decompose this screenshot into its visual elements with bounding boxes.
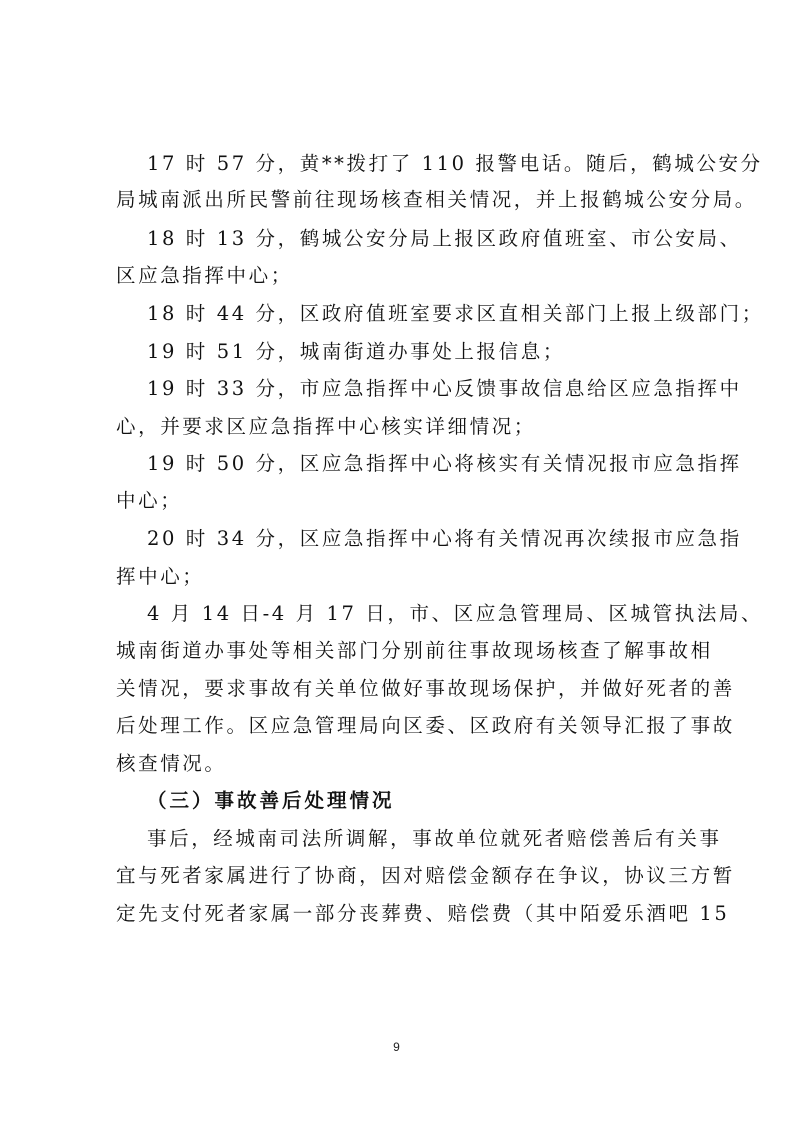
paragraph-line: 4 月 14 日-4 月 17 日，市、区应急管理局、区城管执法局、 xyxy=(147,602,764,625)
paragraph-line: 城南街道办事处等相关部门分别前往事故现场核查了解事故相 xyxy=(116,639,713,662)
paragraph-line: 宜与死者家属进行了协商，因对赔偿金额存在争议，协议三方暂 xyxy=(116,864,735,887)
paragraph-line: 定先支付死者家属一部分丧葬费、赔偿费（其中陌爱乐酒吧 15 xyxy=(116,902,730,925)
paragraph-line: 中心； xyxy=(116,489,183,512)
paragraph-line: 局城南派出所民警前往现场核查相关情况，并上报鹤城公安分局。 xyxy=(116,188,757,211)
paragraph-line: 19 时 50 分，区应急指挥中心将核实有关情况报市应急指挥 xyxy=(147,452,742,475)
paragraph-line: 19 时 33 分，市应急指挥中心反馈事故信息给区应急指挥中 xyxy=(147,377,742,400)
section-heading: （三）事故善后处理情况 xyxy=(147,789,395,812)
paragraph-line: 核查情况。 xyxy=(116,752,227,775)
paragraph-line: 区应急指挥中心； xyxy=(116,264,293,287)
paragraph-line: 事后，经城南司法所调解，事故单位就死者赔偿善后有关事 xyxy=(147,827,722,850)
paragraph-line: 18 时 13 分，鹤城公安分局上报区政府值班室、市公安局、 xyxy=(147,227,742,250)
paragraph-line: 后处理工作。区应急管理局向区委、区政府有关领导汇报了事故 xyxy=(116,714,735,737)
paragraph-line: 20 时 34 分，区应急指挥中心将有关情况再次续报市应急指 xyxy=(147,527,742,550)
paragraph-line: 心，并要求区应急指挥中心核实详细情况； xyxy=(116,415,536,438)
paragraph-line: 17 时 57 分，黄**拨打了 110 报警电话。随后，鹤城公安分 xyxy=(147,152,763,175)
paragraph-line: 19 时 51 分，城南街道办事处上报信息； xyxy=(147,340,565,363)
paragraph-line: 挥中心； xyxy=(116,565,205,588)
paragraph-line: 18 时 44 分，区政府值班室要求区直相关部门上报上级部门； xyxy=(147,302,764,325)
paragraph-line: 关情况，要求事故有关单位做好事故现场保护，并做好死者的善 xyxy=(116,677,735,700)
page-number: 9 xyxy=(393,1040,400,1054)
